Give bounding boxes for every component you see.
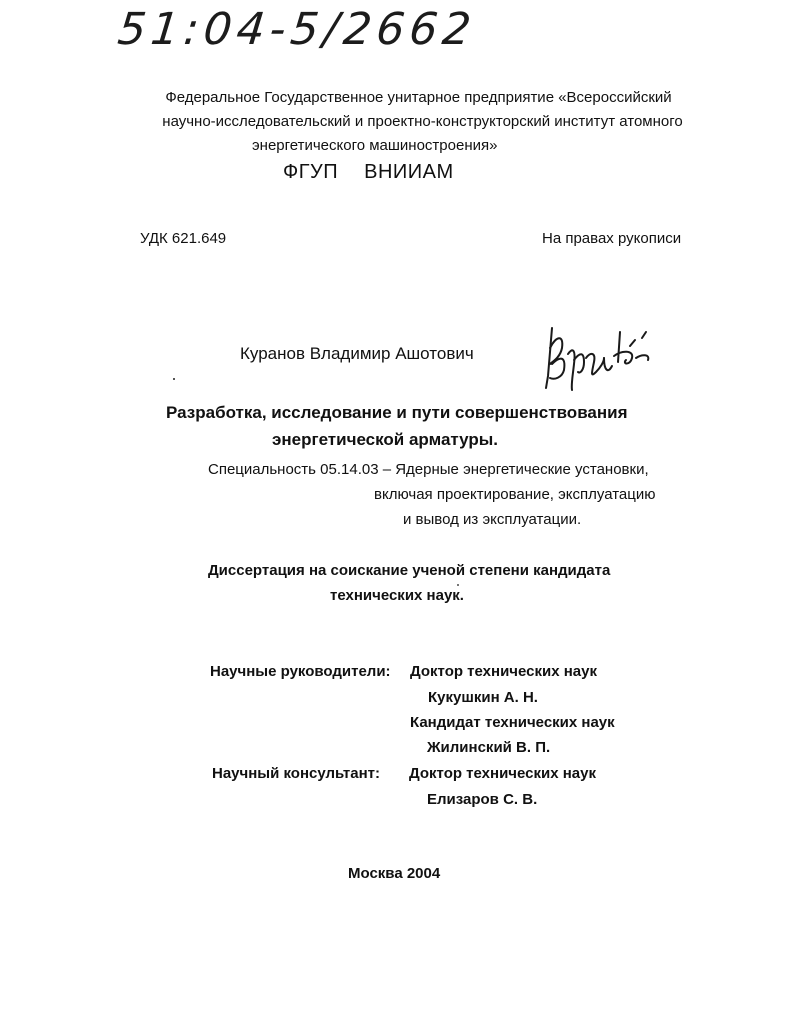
- consultant-name: Елизаров С. В.: [427, 791, 538, 808]
- author-name: Куранов Владимир Ашотович: [240, 344, 474, 363]
- scan-speck: [457, 584, 459, 586]
- city-year: Москва 2004: [348, 865, 441, 882]
- organization-short-name: ВНИИАМ: [364, 161, 454, 183]
- specialty-line-2: включая проектирование, эксплуатацию: [374, 486, 656, 503]
- dissertation-type-line-2: технических наук.: [330, 587, 464, 604]
- organization-line-3: энергетического машиностроения»: [252, 137, 498, 154]
- consultant-label: Научный консультант:: [212, 765, 381, 782]
- thesis-title-line-1: Разработка, исследование и пути совершенствования: [166, 403, 628, 422]
- supervisor-1-name: Кукушкин А. Н.: [428, 689, 538, 706]
- supervisor-2-name: Жилинский В. П.: [427, 739, 551, 756]
- consultant-degree: Доктор технических наук: [409, 765, 596, 782]
- specialty-line-3: и вывод из эксплуатации.: [403, 511, 582, 528]
- scan-speck: [173, 378, 175, 380]
- organization-type: ФГУП: [283, 161, 339, 183]
- organization-line-1: Федеральное Государственное унитарное предприятие «Всероссийский: [165, 89, 672, 106]
- dissertation-type-line-1: Диссертация на соискание ученой степени кандидата: [208, 562, 611, 579]
- udk-code: УДК 621.649: [140, 230, 227, 247]
- handwritten-catalog-number: 51:04-5/2662: [115, 4, 479, 55]
- organization-abbreviation: [283, 161, 454, 184]
- manuscript-rights-note: На правах рукописи: [542, 230, 682, 247]
- author-signature: [538, 318, 668, 394]
- supervisors-label: Научные руководители:: [210, 663, 391, 680]
- organization-line-2: научно-исследовательский и проектно-конструкторский институт атомного: [162, 113, 683, 130]
- supervisor-1-degree: Доктор технических наук: [410, 663, 597, 680]
- supervisor-2-degree: Кандидат технических наук: [410, 714, 615, 731]
- specialty-line-1: Специальность 05.14.03 – Ядерные энергетические установки,: [208, 461, 649, 478]
- thesis-title-line-2: энергетической арматуры.: [272, 430, 499, 449]
